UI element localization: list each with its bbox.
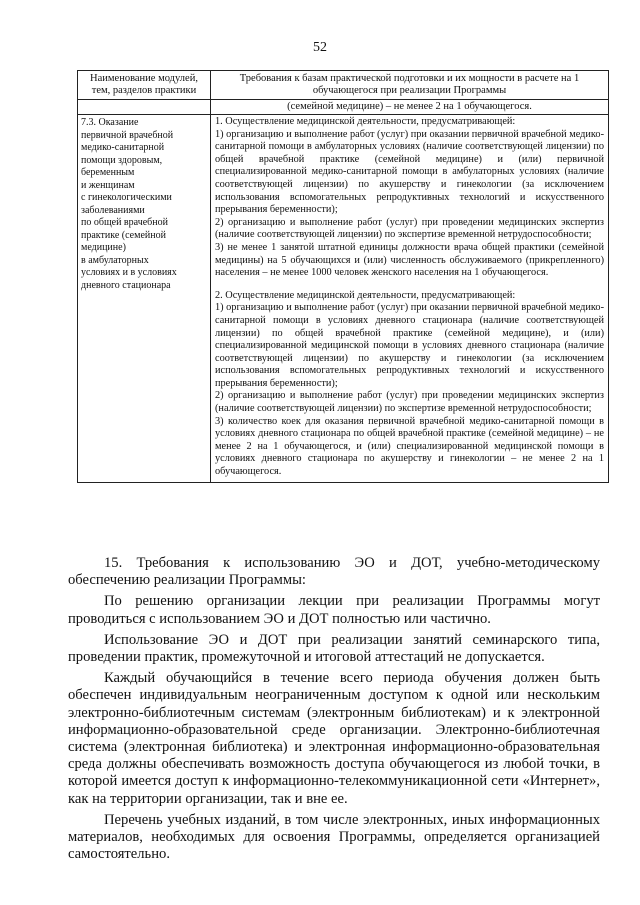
module-title-line: первичной врачебной — [81, 129, 174, 141]
header-requirements: Требования к базам практической подготовки и их мощности в расчете на 1 обучающегося при реализации Программы — [211, 71, 609, 100]
module-title-line: практике (семейной — [81, 229, 166, 241]
spacer — [215, 280, 604, 290]
header-modules: Наименование модулей, тем, разделов практики — [78, 71, 211, 100]
paragraph: По решению организации лекции при реализации Программы могут проводиться с использованием ЭО и ДОТ полностью или частично. — [68, 593, 600, 627]
module-title-line: беременным — [81, 167, 135, 178]
module-title-line: 7.3. Оказание — [81, 117, 139, 128]
req-ambulatory-item: 2) организацию и выполнение работ (услуг) при проведении медицинских экспертиз (наличие соответствующей лицензии) по экспертизе временной нетрудоспособности; — [215, 216, 604, 241]
req-daycare-item: 1) организацию и выполнение работ (услуг) при оказании первичной врачебной медико-санитарной помощи в условиях дневного стационара (наличие соответствующей лицензии) по общей врачебной практике (семейной медицине), и (или) специализированной медицинской помощи в условиях дневного стационара (наличие соответствующей лицензии) по акушерству и гинекологии (за исключением использования вспомогательных репродуктивных технологий и искусственного прерывания беременности); — [215, 302, 604, 389]
continuation-row — [78, 100, 609, 115]
module-title-line: медико-санитарной — [81, 142, 165, 153]
req-daycare-item: 3) количество коек для оказания первичной врачебной медико-санитарной помощи в условиях дневного стационара по общей врачебной практике (семейной медицине) – не менее 2 на 1 обучающегося, и (или) специализированной медицинской помощи в условиях дневного стационара по акушерству и гинекологии – не менее 2 на 1 обучающегося. — [215, 415, 604, 478]
module-title-line: заболеваниями — [81, 204, 145, 216]
requirements-table — [77, 70, 609, 483]
req-daycare-item: 2) организацию и выполнение работ (услуг) при проведении медицинских экспертиз (наличие соответствующей лицензии) по экспертизе временной нетрудоспособности; — [215, 390, 604, 415]
module-title-line: помощи здоровым, — [81, 154, 163, 166]
req-ambulatory-item: 3) не менее 1 занятой штатной единицы должности врача общей практики (семейной медицины) на 5 обучающихся и (или) численность обслуживаемого (прикрепленного) населения – не менее 1000 человек женского населения на 1 обучающегося. — [215, 241, 604, 279]
module-title-line: дневного стационара — [81, 279, 171, 291]
paragraph: Каждый обучающийся в течение всего периода обучения должен быть обеспечен индивидуальным неограниченным доступом к одной или нескольким электронно-библиотечным системам (электронным библиотекам) и к электронной информационно-образовательной среде организации. Электронно-библиотечная система (электронная библиотека) и электронная информационно-образовательная среда должны обеспечивать возможность доступа обучающегося из любой точки, в которой имеется доступ к информационно-телекоммуникационной сети «Интернет», как на территории организации, так и вне ее. — [68, 670, 600, 807]
requirements-cell — [211, 115, 609, 483]
module-title-cell — [78, 115, 211, 483]
module-title-line: по общей врачебной — [81, 217, 168, 228]
body-text — [68, 555, 600, 867]
module-title-line: с гинекологическими — [81, 192, 172, 203]
section-15-heading: 15. Требования к использованию ЭО и ДОТ, учебно-методическому обеспечению реализации Программы: — [68, 555, 600, 589]
module-title-line: и женщинам — [81, 179, 135, 191]
table-row — [78, 115, 609, 483]
req-ambulatory-item: 1) организацию и выполнение работ (услуг) при оказании первичной врачебной медико-санитарной помощи в амбулаторных условиях (наличие соответствующей лицензии) по общей врачебной практике (семейной медицине) и (или) первичной специализированной медико-санитарной помощи в амбулаторных условиях (наличие соответствующей лицензии) по акушерству и гинекологии (за исключением использования вспомогательных репродуктивных технологий и искусственного прерывания беременности); — [215, 128, 604, 216]
req-ambulatory-heading: 1. Осуществление медицинской деятельности, предусматривающей: — [215, 116, 516, 127]
table-header-row — [78, 71, 609, 100]
continuation-empty-cell — [78, 100, 211, 115]
module-title-line: медицине) — [81, 242, 126, 253]
paragraph: Перечень учебных изданий, в том числе электронных, иных информационных материалов, необходимых для освоения Программы, определяется организацией самостоятельно. — [68, 811, 600, 863]
paragraph: Использование ЭО и ДОТ при реализации занятий семинарского типа, проведении практик, промежуточной и итоговой аттестаций не допускается. — [68, 631, 600, 666]
req-daycare-heading: 2. Осуществление медицинской деятельности, предусматривающей: — [215, 289, 516, 301]
page-number: 52 — [313, 40, 327, 55]
module-title-line: условиях и в условиях — [81, 267, 177, 278]
continuation-text: (семейной медицине) – не менее 2 на 1 обучающегося. — [211, 100, 609, 115]
module-title-line: в амбулаторных — [81, 254, 149, 266]
